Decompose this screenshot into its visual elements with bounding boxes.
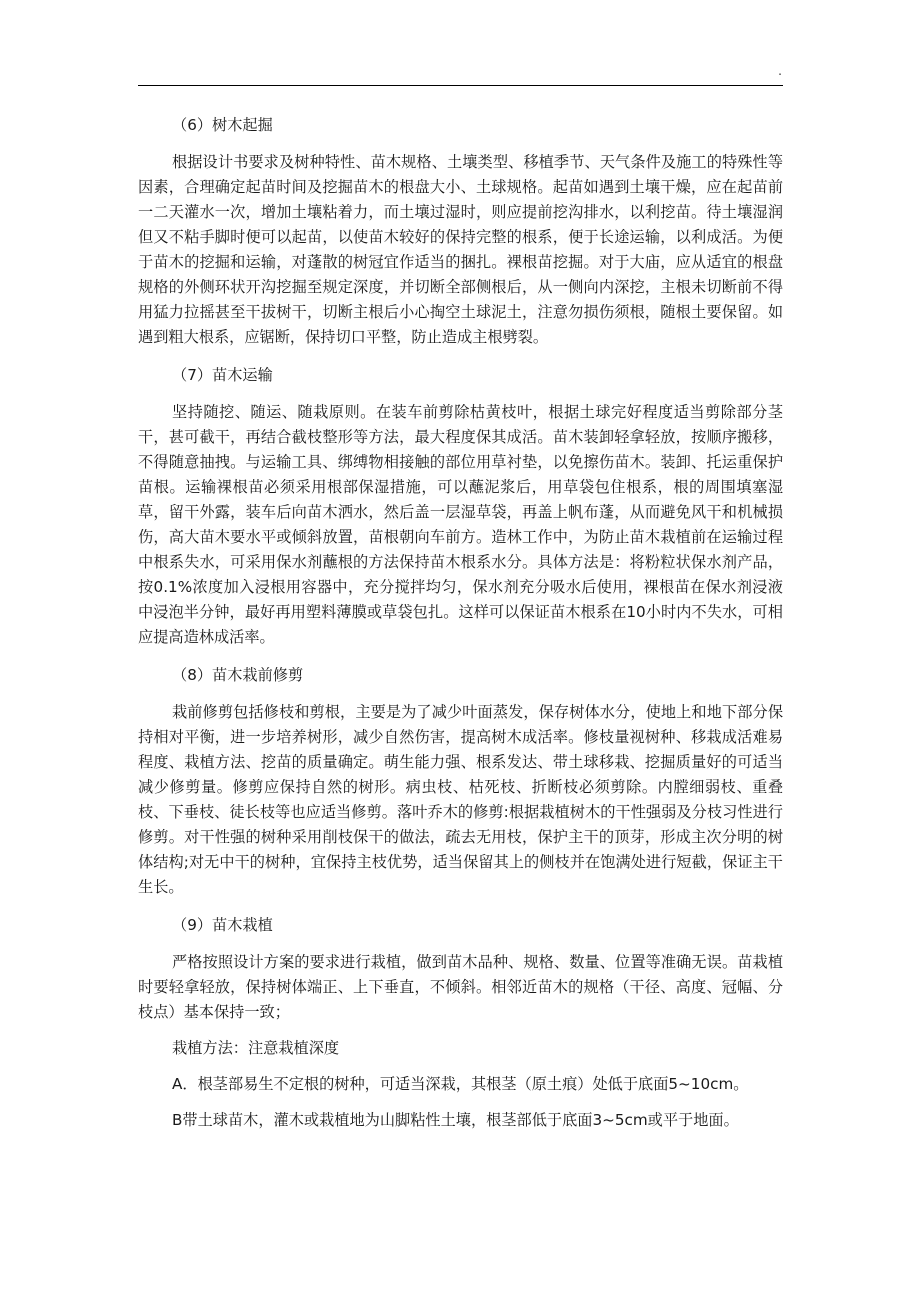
- header-rule: [138, 85, 783, 86]
- planting-item-a: A．根茎部易生不定根的树种，可适当深栽，其根茎（原土痕）处低于底面5~10cm。: [172, 1075, 749, 1093]
- section-heading-7: （7）苗木运输: [172, 366, 273, 384]
- planting-method-title: 栽植方法：注意栽植深度: [172, 1039, 340, 1057]
- section-body-7: 坚持随挖、随运、随栽原则。在装车前剪除枯黄枝叶，根据土球完好程度适当剪除部分茎干，甚可截干，再结合截枝整形等方法，最大程度保其成活。苗木装卸轻拿轻放，按顺序搬移，不得随意抽拽。与运输工具、绑缚物相接触的部位用草衬垫，以免擦伤苗木。装卸、托运重保护苗根。运输裸根苗必须采用根部保湿措施，可以蘸泥浆后，用草袋包住根系，根的周围填塞湿草，留干外露，装车后向苗木洒水，然后盖一层湿草袋，再盖上帆布蓬，从而避免风干和机械损伤，高大苗木要水平或倾斜放置，苗根朝向车前方。造林工作中，为防止苗木栽植前在运输过程中根系失水，可采用保水剂蘸根的方法保持苗木根系水分。具体方法是：将粉粒状保水剂产品，按0.1%浓度加入浸根用容器中，充分搅拌均匀，保水剂充分吸水后使用，裸根苗在保水剂浸液中浸泡半分钟，最好再用塑料薄膜或草袋包扎。这样可以保证苗木根系在10小时内不失水，可相应提高造林成活率。: [138, 403, 783, 646]
- section-heading-6: （6）树木起掘: [172, 116, 273, 134]
- document-body: [138, 111, 783, 1133]
- section-heading-9: （9）苗木栽植: [172, 916, 273, 934]
- header-mark: .: [778, 64, 782, 78]
- section-body-8: 栽前修剪包括修枝和剪根，主要是为了减少叶面蒸发，保存树体水分，使地上和地下部分保持相对平衡，进一步培养树形，减少自然伤害，提高树木成活率。修枝量视树种、移栽成活难易程度、栽植方法、挖苗的质量确定。萌生能力强、根系发达、带土球移栽、挖掘质量好的可适当减少修剪量。修剪应保持自然的树形。病虫枝、枯死枝、折断枝必须剪除。内膛细弱枝、重叠枝、下垂枝、徒长枝等也应适当修剪。落叶乔木的修剪:根据栽植树木的干性强弱及分枝习性进行修剪。对干性强的树种采用削枝保干的做法，疏去无用枝，保护主干的顶芽，形成主次分明的树体结构;对无中干的树种，宜保持主枝优势，适当保留其上的侧枝并在饱满处进行短截，保证主干生长。: [138, 703, 783, 896]
- section-body-9: 严格按照设计方案的要求进行栽植，做到苗木品种、规格、数量、位置等准确无误。苗栽植时要轻拿轻放，保持树体端正、上下垂直，不倾斜。相邻近苗木的规格（干径、高度、冠幅、分枝点）基本保持一致；: [138, 953, 783, 1021]
- section-heading-8: （8）苗木栽前修剪: [172, 666, 304, 684]
- section-body-6: 根据设计书要求及树种特性、苗木规格、土壤类型、移植季节、天气条件及施工的特殊性等因素，合理确定起苗时间及挖掘苗木的根盘大小、土球规格。起苗如遇到土壤干燥，应在起苗前一二天灌水一次，增加土壤粘着力，而土壤过湿时，则应提前挖沟排水，以利挖苗。待土壤湿润但又不粘手脚时便可以起苗，以使苗木较好的保持完整的根系，便于长途运输，以利成活。为便于苗木的挖掘和运输，对蓬散的树冠宜作适当的捆扎。裸根苗挖掘。对于大庙，应从适宜的根盘规格的外侧环状开沟挖掘至规定深度，并切断全部侧根后，从一侧向内深挖，主根未切断前不得用猛力拉摇甚至干拔树干，切断主根后小心掏空土球泥土，注意勿损伤须根，随根土要保留。如遇到粗大根系，应锯断，保持切口平整，防止造成主根劈裂。: [138, 153, 783, 346]
- planting-item-b: B带土球苗木，灌木或栽植地为山脚粘性土壤，根茎部低于底面3~5cm或平于地面。: [172, 1111, 739, 1129]
